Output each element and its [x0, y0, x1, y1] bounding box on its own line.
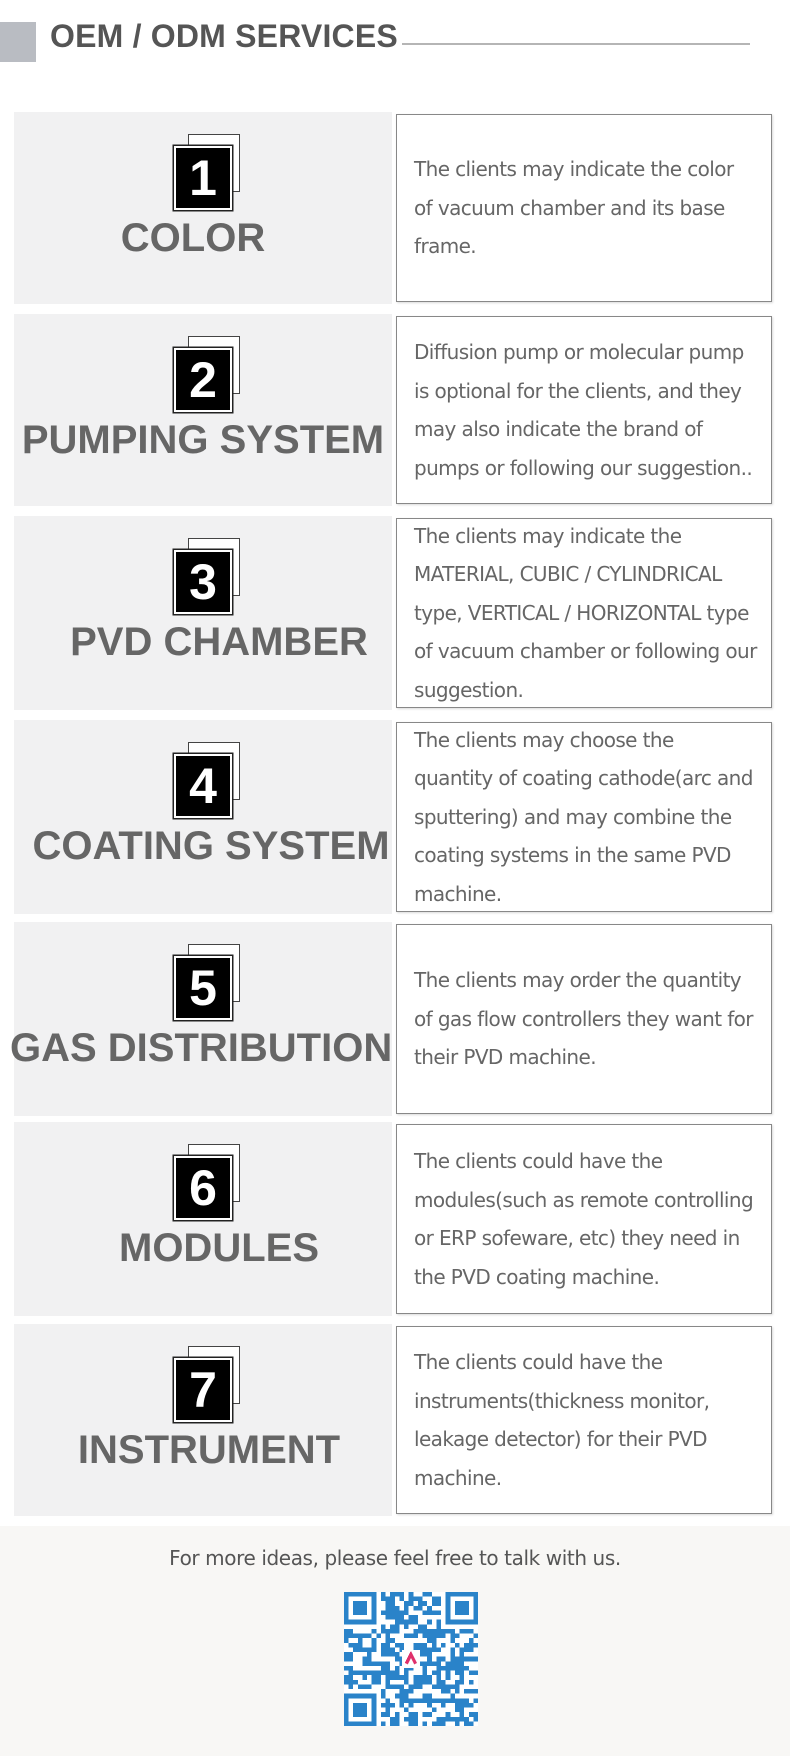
service-description-box	[396, 1326, 772, 1514]
number-badge-icon	[172, 538, 242, 612]
service-number: 2	[174, 348, 232, 412]
number-badge-icon	[172, 134, 242, 208]
number-badge-icon	[172, 944, 242, 1018]
services-list	[10, 112, 776, 1526]
service-row-color	[14, 112, 776, 304]
service-title: PUMPING SYSTEM	[21, 418, 385, 462]
service-description: Diffusion pump or molecular pump is optional for the clients, and they may also indicate the brand of pumps or following our suggestion..	[414, 340, 753, 480]
qr-code-icon[interactable]	[344, 1592, 478, 1726]
service-description: The clients may choose the quantity of coating cathode(arc and sputtering) and may combine the coating systems in the same PVD machine.	[414, 727, 753, 906]
service-row-pvd-chamber	[14, 516, 776, 710]
service-description: The clients may indicate the MATERIAL, CUBIC / CYLINDRICAL type, VERTICAL / HORIZONTAL type of vacuum chamber or following our suggestion.	[414, 523, 757, 702]
service-heading-panel	[10, 922, 393, 1116]
service-description: The clients could have the instruments(thickness monitor, leakage detector) for their PVD machine.	[414, 1350, 710, 1490]
service-heading-panel	[14, 314, 392, 506]
service-description-box	[396, 924, 772, 1114]
service-title: COLOR	[120, 216, 266, 260]
number-badge-icon	[172, 336, 242, 410]
number-badge-icon	[172, 1144, 242, 1218]
footer-contact-text: For more ideas, please feel free to talk with us.	[169, 1546, 621, 1570]
page-header	[0, 0, 790, 80]
service-row-pumping-system	[14, 314, 776, 506]
service-heading-panel	[14, 516, 392, 710]
service-title: COATING SYSTEM	[32, 824, 390, 868]
header-tab-decoration	[0, 22, 36, 62]
service-number: 7	[174, 1358, 232, 1422]
service-number: 1	[174, 146, 232, 210]
service-title: GAS DISTRIBUTION	[10, 1026, 393, 1070]
service-row-instrument	[14, 1324, 776, 1516]
page-footer	[0, 1526, 790, 1756]
service-row-coating-system	[14, 720, 776, 914]
service-number: 6	[174, 1156, 232, 1220]
service-heading-panel	[14, 112, 392, 304]
service-description: The clients may order the quantity of gas flow controllers they want for their PVD machine.	[414, 968, 753, 1070]
service-number: 3	[174, 550, 232, 614]
service-heading-panel	[14, 1122, 392, 1316]
service-number: 4	[174, 754, 232, 818]
service-row-gas-distribution	[10, 922, 776, 1116]
service-title: INSTRUMENT	[77, 1428, 341, 1472]
service-row-modules	[14, 1122, 776, 1316]
service-title: PVD CHAMBER	[70, 620, 368, 664]
header-divider	[402, 43, 750, 45]
service-heading-panel	[14, 720, 392, 914]
service-description-box	[396, 316, 772, 504]
service-description-box	[396, 722, 772, 912]
service-description-box	[396, 1124, 772, 1314]
service-description-box	[396, 518, 772, 708]
number-badge-icon	[172, 1346, 242, 1420]
service-description-box	[396, 114, 772, 302]
service-title: MODULES	[119, 1226, 319, 1270]
service-heading-panel	[14, 1324, 392, 1516]
service-number: 5	[174, 956, 232, 1020]
page-title: OEM / ODM SERVICES	[50, 18, 398, 54]
number-badge-icon	[172, 742, 242, 816]
service-description: The clients may indicate the color of vacuum chamber and its base frame.	[414, 157, 734, 259]
service-description: The clients could have the modules(such as remote controlling or ERP sofeware, etc) they need in the PVD coating machine.	[414, 1149, 754, 1289]
